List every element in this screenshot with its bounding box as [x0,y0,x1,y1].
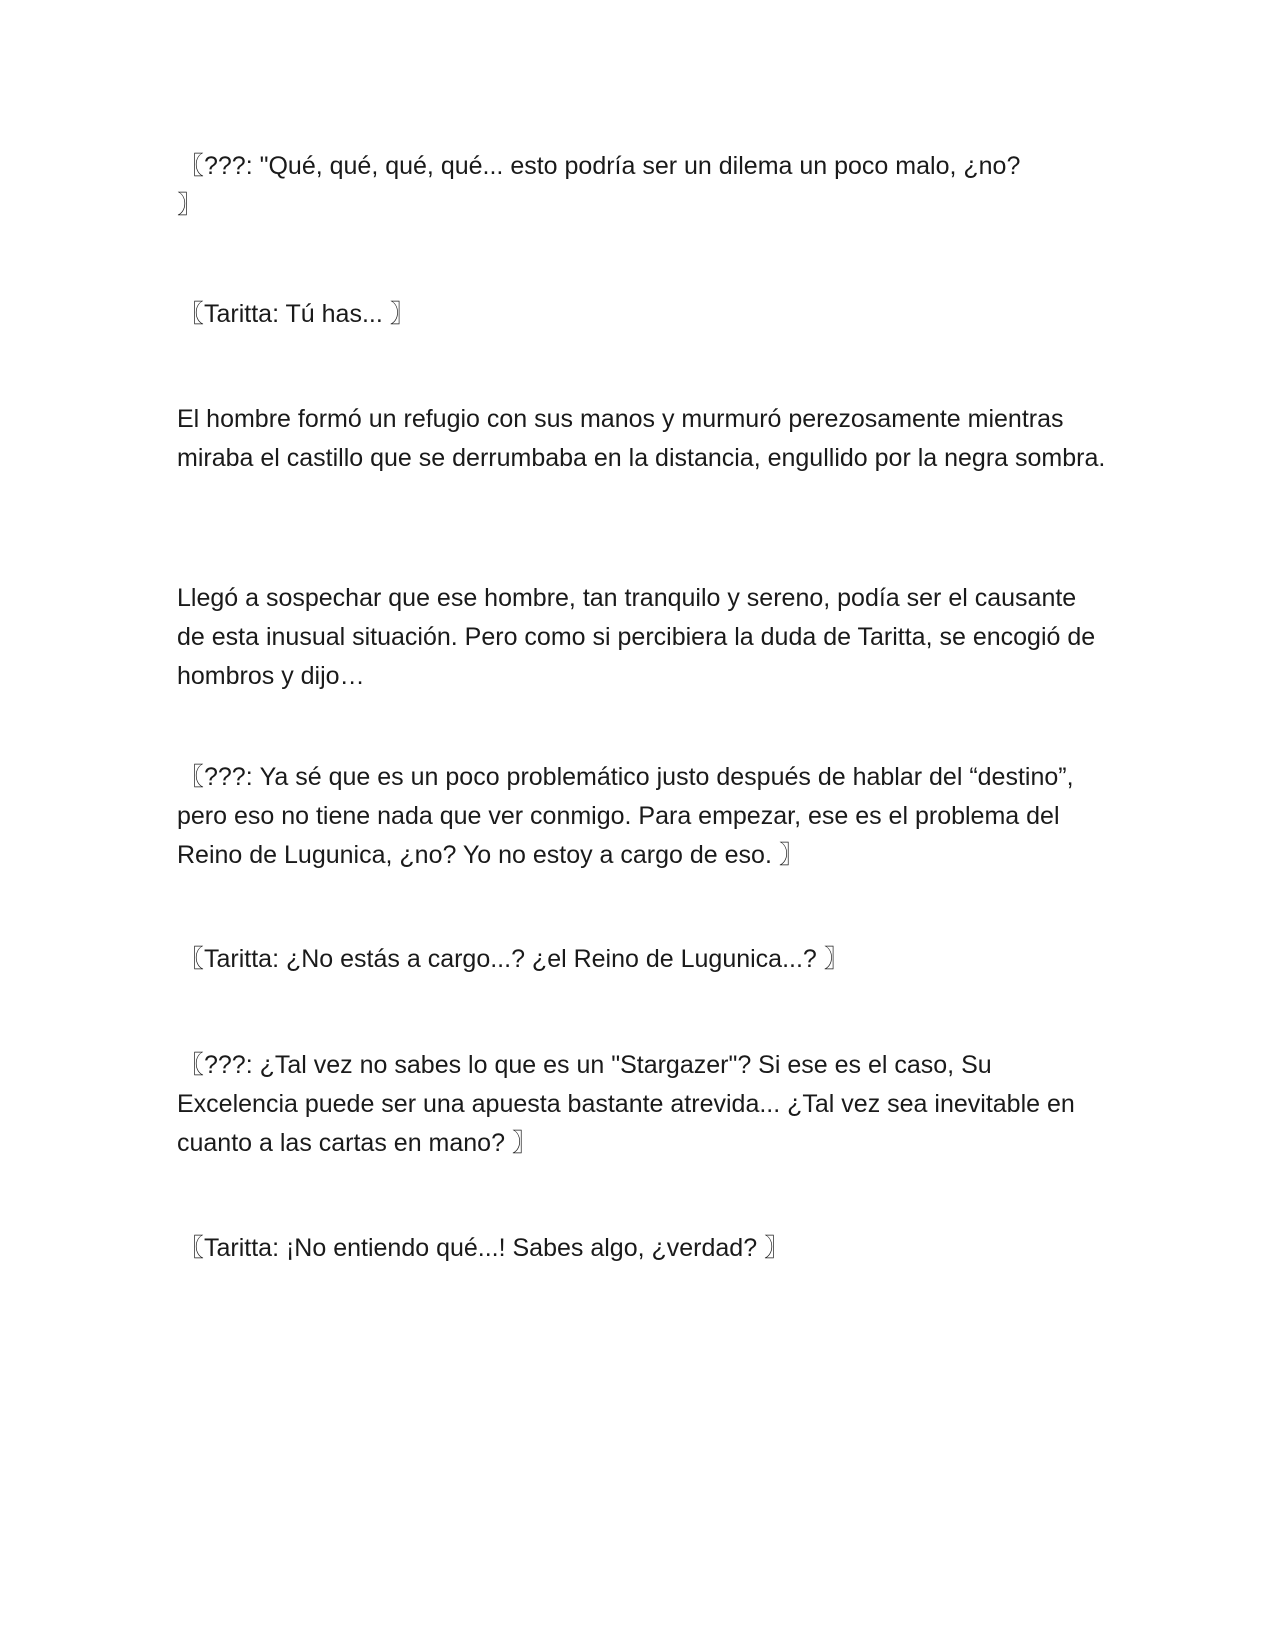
narration-paragraph: Llegó a sospechar que ese hombre, tan tranquilo y sereno, podía ser el causante de esta inusual situación. Pero como si percibiera la duda de Taritta, se encogió de hombros y dijo… [177,584,1103,690]
narration-paragraph: El hombre formó un refugio con sus manos y murmuró perezosamente mientras miraba el castillo que se derrumbaba en la distancia, engullido por la negra sombra. [177,405,1106,472]
dialogue-paragraph: 〖???: "Qué, qué, qué, qué... esto podría ser un dilema un poco malo, ¿no? 〗 [177,152,1021,219]
dialogue-paragraph: 〖Taritta: Tú has... 〗 [179,300,415,328]
dialogue-paragraph: 〖???: ¿Tal vez no sabes lo que es un "Stargazer"? Si ese es el caso, Su Excelencia puede ser una apuesta bastante atrevida... ¿Tal vez sea inevitable en cuanto a las cartas en mano? 〗 [177,1051,1082,1157]
dialogue-paragraph: 〖Taritta: ¿No estás a cargo...? ¿el Reino de Lugunica...? 〗 [179,945,849,973]
dialogue-paragraph: 〖Taritta: ¡No entiendo qué...! Sabes algo, ¿verdad? 〗 [179,1234,790,1262]
dialogue-paragraph: 〖???: Ya sé que es un poco problemático justo después de hablar del “destino”, pero eso no tiene nada que ver conmigo. Para empezar, ese es el problema del Reino de Lugunica, ¿no? Yo no estoy a cargo de eso. 〗 [177,763,1081,869]
